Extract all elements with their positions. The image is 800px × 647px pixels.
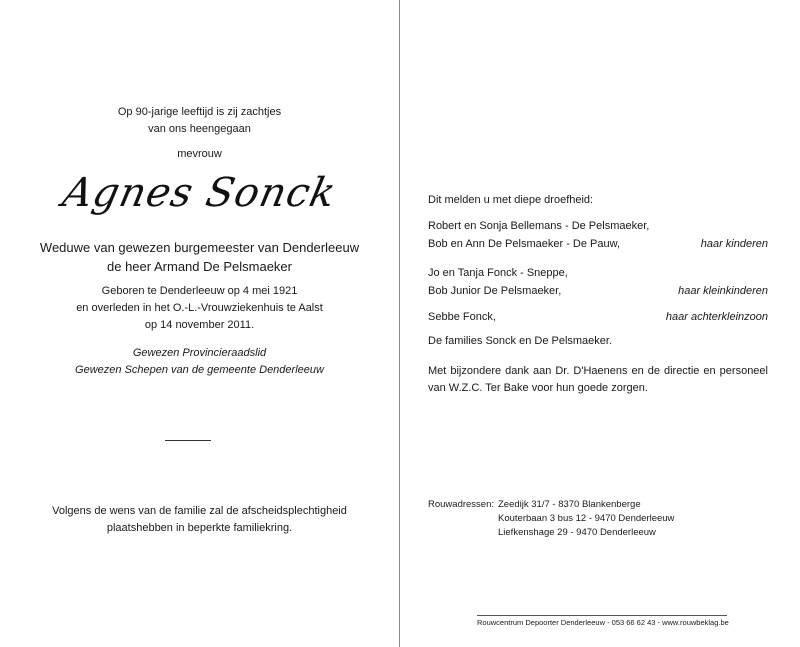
family-name: Sebbe Fonck, xyxy=(428,311,496,323)
separator-line xyxy=(165,440,211,441)
intro-text xyxy=(0,104,399,138)
family-name: Robert en Sonja Bellemans - De Pelsmaeker, xyxy=(428,220,650,232)
salutation: mevrouw xyxy=(177,148,222,160)
family-role: haar kleinkinderen xyxy=(678,285,768,297)
announcement: Dit melden u met diepe droefheid: xyxy=(428,194,594,206)
footer-rule xyxy=(477,615,727,616)
birth-line: en overleden in het O.-L.-Vrouwziekenhuis te Aalst xyxy=(76,302,323,314)
thanks-line: van W.Z.C. Ter Bake voor hun goede zorgen. xyxy=(428,382,648,394)
intro-line: Op 90-jarige leeftijd is zij zachtjes xyxy=(117,106,282,118)
family-row xyxy=(428,218,768,235)
family-row xyxy=(428,265,768,282)
family-role: haar achterkleinzoon xyxy=(665,311,768,323)
address-label: Rouwadressen: xyxy=(428,499,495,510)
address-line: Kouterbaan 3 bus 12 - 9470 Denderleeuw xyxy=(498,513,675,524)
family-row xyxy=(428,236,768,253)
functions-text xyxy=(0,345,399,379)
birth-line: op 14 november 2011. xyxy=(144,319,255,331)
widow-line: de heer Armand De Pelsmaeker xyxy=(107,259,292,274)
address-list xyxy=(498,498,674,540)
function-line: Gewezen Provincieraadslid xyxy=(132,347,267,359)
address-line: Liefkenshage 29 - 9470 Denderleeuw xyxy=(498,527,656,538)
family-role: haar kinderen xyxy=(700,238,768,250)
address-line: Zeedijk 31/7 - 8370 Blankenberge xyxy=(498,499,641,510)
family-name: Jo en Tanja Fonck - Sneppe, xyxy=(428,267,568,279)
thanks-text xyxy=(428,363,768,397)
family-row xyxy=(428,283,768,300)
right-page xyxy=(400,0,800,647)
birth-line: Geboren te Denderleeuw op 4 mei 1921 xyxy=(101,285,298,297)
deceased-name: Agnes Sonck xyxy=(58,170,341,216)
wish-line: plaatshebben in beperkte familiekring. xyxy=(106,522,293,534)
widow-text xyxy=(0,238,399,276)
thanks-line: Met bijzondere dank aan Dr. D'Haenens en de directie en personeel xyxy=(428,365,768,377)
intro-line: van ons heengegaan xyxy=(148,123,251,135)
families-line: De families Sonck en De Pelsmaeker. xyxy=(428,335,613,347)
family-row xyxy=(428,309,768,326)
wish-line: Volgens de wens van de familie zal de afscheidsplechtigheid xyxy=(52,505,347,517)
footer-credit: Rouwcentrum Depoorter Denderleeuw - 053 66 62 43 - www.rouwbeklag.be xyxy=(477,618,729,627)
widow-line: Weduwe van gewezen burgemeester van Denderleeuw xyxy=(39,240,360,255)
left-page xyxy=(0,0,399,647)
wish-text xyxy=(0,503,399,537)
family-name: Bob en Ann De Pelsmaeker - De Pauw, xyxy=(428,238,620,250)
family-name: Bob Junior De Pelsmaeker, xyxy=(428,285,562,297)
birth-death-text xyxy=(0,283,399,334)
function-line: Gewezen Schepen van de gemeente Denderleeuw xyxy=(75,364,324,376)
